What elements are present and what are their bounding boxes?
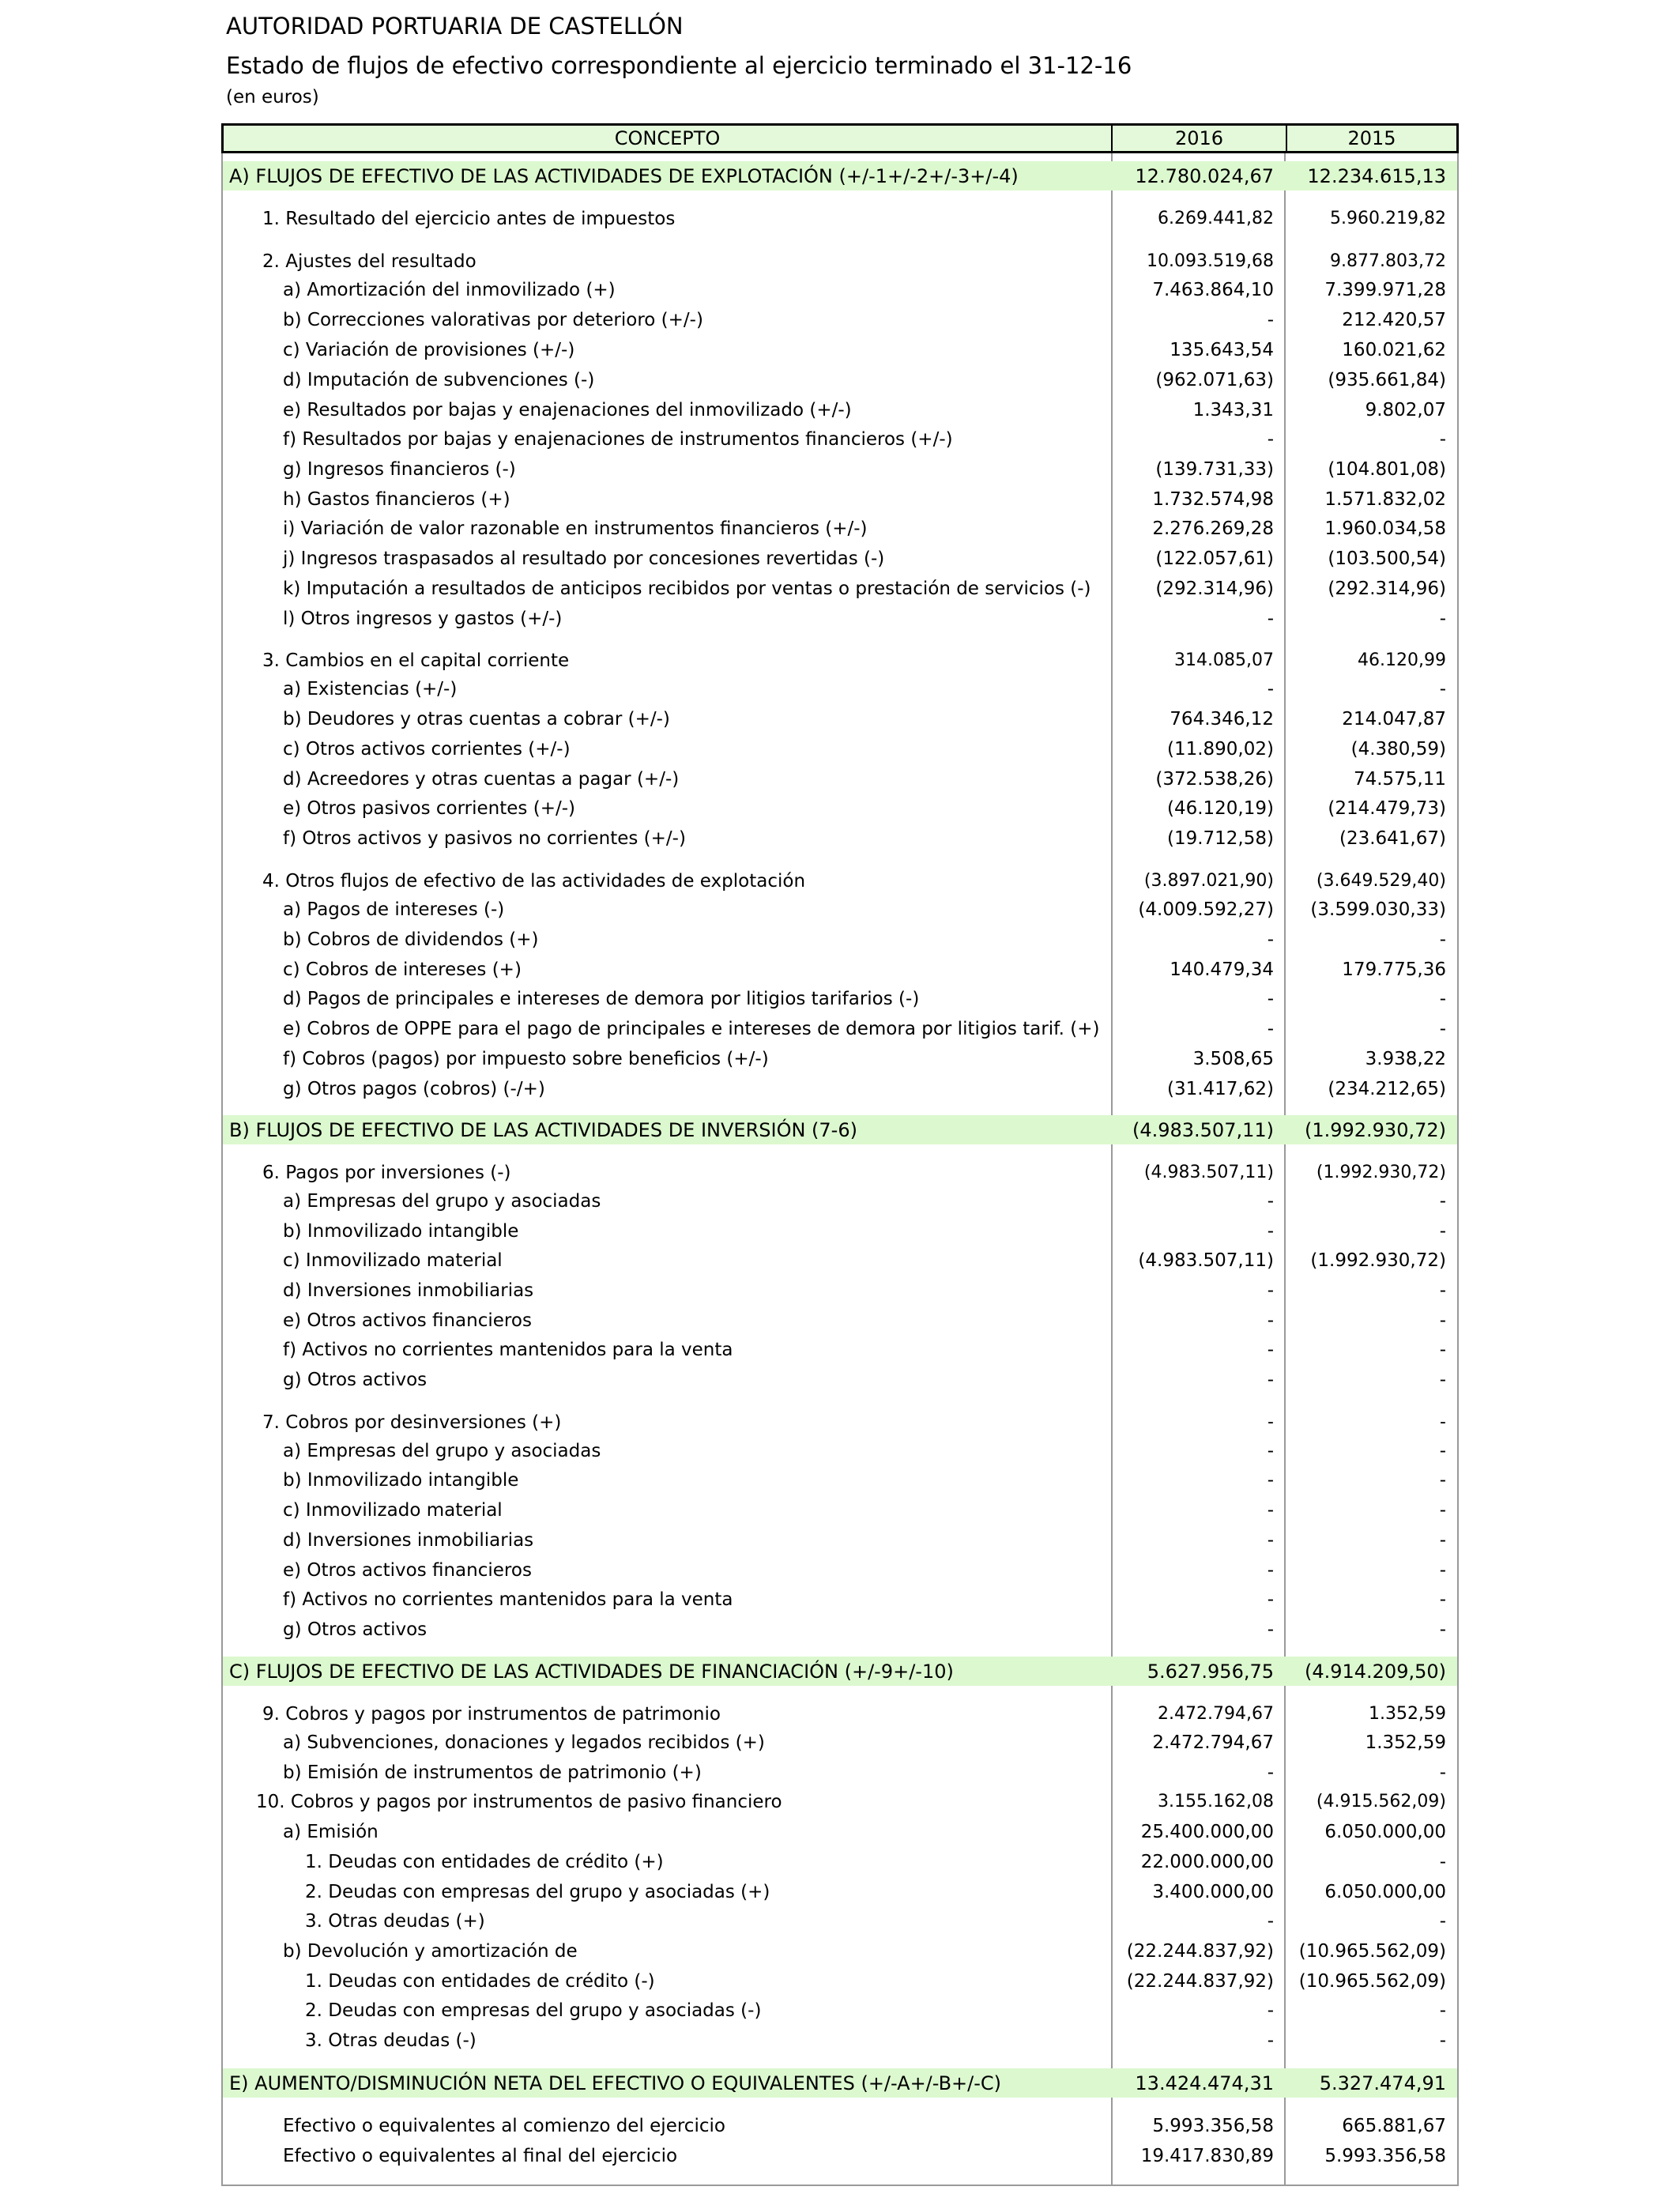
- value-2016: -: [1268, 1412, 1274, 1432]
- value-2016: -: [1267, 1220, 1274, 1242]
- value-2016: 12.780.024,67: [1135, 164, 1274, 187]
- row-label: a) Amortización del inmovilizado (+): [283, 279, 616, 300]
- row-label: b) Cobros de dividendos (+): [283, 929, 539, 950]
- value-2016: -: [1267, 2030, 1274, 2051]
- table-row: [223, 1847, 1457, 1876]
- row-label: a) Empresas del grupo y asociadas: [283, 1440, 601, 1461]
- row-label: g) Otros pagos (cobros) (-/+): [283, 1078, 545, 1099]
- value-2015: (23.641,67): [1339, 827, 1446, 849]
- value-2016: -: [1267, 1280, 1274, 1301]
- table-row: [223, 866, 1457, 895]
- value-2016: -: [1267, 1499, 1274, 1521]
- value-2015: (3.599.030,33): [1310, 899, 1446, 920]
- table-row: [223, 1996, 1457, 2025]
- value-2015: -: [1440, 1412, 1446, 1432]
- row-label: j) Ingresos traspasados al resultado por concesiones revertidas (-): [283, 548, 885, 569]
- value-2015: -: [1439, 1910, 1446, 1932]
- row-label: d) Acreedores y otras cuentas a pagar (+/-): [283, 768, 680, 790]
- value-2016: (292.314,96): [1155, 578, 1274, 599]
- value-2016: 135.643,54: [1170, 339, 1274, 360]
- value-2015: 9.877.803,72: [1330, 251, 1446, 271]
- row-label: 2. Deudas con empresas del grupo y asociadas (+): [305, 1881, 770, 1902]
- table-row: [223, 365, 1457, 394]
- value-2015: 74.575,11: [1353, 768, 1446, 790]
- value-2016: -: [1267, 309, 1274, 330]
- value-2015: 46.120,99: [1358, 650, 1446, 670]
- value-2015: (1.992.930,72): [1304, 1118, 1446, 1141]
- row-label: B) FLUJOS DE EFECTIVO DE LAS ACTIVIDADES DE INVERSIÓN (7-6): [229, 1118, 857, 1141]
- table-row: [223, 514, 1457, 543]
- row-label: f) Cobros (pagos) por impuesto sobre beneficios (+/-): [283, 1048, 769, 1069]
- table-row: [223, 1436, 1457, 1465]
- value-2015: (214.479,73): [1328, 797, 1446, 819]
- value-2016: -: [1267, 608, 1274, 629]
- row-label: b) Inmovilizado intangible: [283, 1220, 519, 1242]
- value-2016: 22.000.000,00: [1140, 1851, 1274, 1872]
- table-row: [223, 1044, 1457, 1073]
- table-row: [223, 247, 1457, 276]
- value-2016: (3.897.021,90): [1143, 871, 1274, 891]
- value-2015: (4.915.562,09): [1316, 1792, 1446, 1811]
- table-row: [223, 1699, 1457, 1728]
- value-2015: 1.960.034,58: [1324, 518, 1446, 539]
- table-row: [223, 1365, 1457, 1394]
- row-label: c) Otros activos corrientes (+/-): [283, 738, 571, 760]
- value-2016: 3.508,65: [1192, 1048, 1274, 1069]
- value-2015: (10.965.562,09): [1298, 1940, 1446, 1962]
- value-2015: -: [1439, 1440, 1446, 1461]
- value-2015: (1.992.930,72): [1316, 1163, 1446, 1182]
- value-2015: 5.960.219,82: [1330, 209, 1446, 228]
- value-2015: (4.914.209,50): [1304, 1660, 1446, 1683]
- value-2016: 2.276.269,28: [1152, 518, 1274, 539]
- value-2016: -: [1267, 1469, 1274, 1491]
- table-row: [223, 544, 1457, 573]
- row-label: c) Cobros de intereses (+): [283, 959, 522, 980]
- value-2016: -: [1267, 1440, 1274, 1461]
- table-row: [223, 704, 1457, 733]
- value-2015: -: [1439, 1220, 1446, 1242]
- value-2016: -: [1267, 1310, 1274, 1331]
- table-row: [223, 204, 1457, 233]
- table-row: [223, 1966, 1457, 1996]
- table-row: [223, 1615, 1457, 1644]
- value-2015: (103.500,54): [1328, 548, 1446, 569]
- value-2016: 2.472.794,67: [1158, 1704, 1274, 1724]
- value-2016: -: [1267, 1369, 1274, 1390]
- value-2015: 5.327.474,91: [1319, 2071, 1446, 2094]
- row-label: e) Otros activos financieros: [283, 1310, 532, 1331]
- row-label: 1. Deudas con entidades de crédito (-): [305, 1970, 655, 1992]
- value-2015: 212.420,57: [1342, 309, 1446, 330]
- table-row: [223, 574, 1457, 603]
- value-2016: (4.983.507,11): [1143, 1163, 1274, 1182]
- row-label: i) Variación de valor razonable en instrumentos financieros (+/-): [283, 518, 868, 539]
- table-row: [223, 1158, 1457, 1187]
- row-label: d) Inversiones inmobiliarias: [283, 1280, 534, 1301]
- row-label: 10. Cobros y pagos por instrumentos de pasivo financiero: [256, 1791, 782, 1812]
- row-label: 9. Cobros y pagos por instrumentos de patrimonio: [262, 1703, 721, 1725]
- row-label: a) Emisión: [283, 1821, 379, 1842]
- row-label: A) FLUJOS DE EFECTIVO DE LAS ACTIVIDADES DE EXPLOTACIÓN (+/-1+/-2+/-3+/-4): [229, 164, 1019, 187]
- table-row: [223, 484, 1457, 514]
- row-label: b) Deudores y otras cuentas a cobrar (+/-): [283, 708, 670, 729]
- value-2015: (935.661,84): [1328, 369, 1446, 390]
- row-label: a) Pagos de intereses (-): [283, 899, 505, 920]
- value-2015: -: [1439, 1499, 1446, 1521]
- value-2015: (4.380,59): [1350, 738, 1446, 760]
- value-2016: -: [1267, 1910, 1274, 1932]
- table-row: [223, 335, 1457, 364]
- row-label: 3. Otras deudas (+): [305, 1910, 485, 1932]
- row-label: e) Cobros de OPPE para el pago de principales e intereses de demora por litigios tarif. (+): [283, 1018, 1100, 1039]
- table-row: [223, 1495, 1457, 1525]
- value-2016: 140.479,34: [1170, 959, 1274, 980]
- row-label: 1. Deudas con entidades de crédito (+): [305, 1851, 664, 1872]
- value-2015: 9.802,07: [1365, 399, 1446, 420]
- value-2015: 1.352,59: [1369, 1704, 1446, 1724]
- value-2015: -: [1439, 1339, 1446, 1360]
- row-label: 2. Ajustes del resultado: [262, 251, 477, 272]
- page-title: Estado de flujos de efectivo correspondiente al ejercicio terminado el 31-12-16: [226, 52, 1132, 79]
- value-2016: (962.071,63): [1155, 369, 1274, 390]
- value-2016: -: [1267, 428, 1274, 450]
- value-2016: (19.712,58): [1166, 827, 1274, 849]
- value-2015: -: [1439, 1369, 1446, 1390]
- header-year-2016: 2016: [1113, 126, 1287, 151]
- row-label: a) Existencias (+/-): [283, 678, 458, 699]
- value-2016: -: [1267, 1559, 1274, 1581]
- row-label: 3. Otras deudas (-): [305, 2030, 477, 2051]
- value-2015: (1.992.930,72): [1310, 1250, 1446, 1271]
- value-2015: 665.881,67: [1342, 2115, 1446, 2136]
- value-2015: (3.649.529,40): [1316, 871, 1446, 891]
- value-2015: 3.938,22: [1365, 1048, 1446, 1069]
- value-2016: 25.400.000,00: [1140, 1821, 1274, 1842]
- table-row: [223, 275, 1457, 304]
- value-2015: 6.050.000,00: [1324, 1821, 1446, 1842]
- value-2016: 2.472.794,67: [1152, 1732, 1274, 1753]
- table-row: [223, 1306, 1457, 1335]
- value-2016: 3.155.162,08: [1158, 1792, 1274, 1811]
- row-label: f) Activos no corrientes mantenidos para la venta: [283, 1589, 733, 1610]
- value-2015: 7.399.971,28: [1324, 279, 1446, 300]
- value-2015: -: [1439, 2000, 1446, 2021]
- row-label: E) AUMENTO/DISMINUCIÓN NETA DEL EFECTIVO O EQUIVALENTES (+/-A+/-B+/-C): [229, 2071, 1002, 2094]
- value-2015: -: [1439, 1280, 1446, 1301]
- organization-name: AUTORIDAD PORTUARIA DE CASTELLÓN: [226, 13, 684, 40]
- value-2015: 1.571.832,02: [1324, 488, 1446, 510]
- table-row: [223, 1585, 1457, 1614]
- table-row: [223, 1465, 1457, 1495]
- value-2016: (31.417,62): [1166, 1078, 1274, 1099]
- value-2015: -: [1439, 608, 1446, 629]
- row-label: l) Otros ingresos y gastos (+/-): [283, 608, 563, 629]
- value-2016: -: [1267, 988, 1274, 1009]
- value-2016: -: [1267, 1339, 1274, 1360]
- table-row: [223, 1817, 1457, 1846]
- value-2016: 6.269.441,82: [1158, 209, 1274, 228]
- row-label: c) Inmovilizado material: [283, 1250, 503, 1271]
- value-2015: -: [1439, 1559, 1446, 1581]
- value-2016: -: [1267, 678, 1274, 699]
- value-2016: (22.244.837,92): [1126, 1970, 1274, 1992]
- value-2016: -: [1267, 1589, 1274, 1610]
- value-2016: 7.463.864,10: [1152, 279, 1274, 300]
- table-row: [223, 955, 1457, 984]
- value-2016: 3.400.000,00: [1152, 1881, 1274, 1902]
- row-label: e) Otros pasivos corrientes (+/-): [283, 797, 575, 819]
- row-label: 4. Otros flujos de efectivo de las actividades de explotación: [262, 870, 806, 892]
- value-2016: 1.732.574,98: [1152, 488, 1274, 510]
- table-row: [223, 1246, 1457, 1275]
- row-label: c) Inmovilizado material: [283, 1499, 503, 1521]
- value-2016: 5.993.356,58: [1152, 2115, 1274, 2136]
- value-2016: 19.417.830,89: [1140, 2145, 1274, 2166]
- value-2016: 314.085,07: [1174, 650, 1274, 670]
- value-2015: (234.212,65): [1328, 1078, 1446, 1099]
- value-2016: -: [1267, 1529, 1274, 1551]
- value-2016: (22.244.837,92): [1126, 1940, 1274, 1962]
- row-label: 3. Cambios en el capital corriente: [262, 650, 570, 671]
- row-label: g) Otros activos: [283, 1369, 428, 1390]
- value-2016: (11.890,02): [1166, 738, 1274, 760]
- row-label: b) Devolución y amortización de: [283, 1940, 578, 1962]
- table-row: [223, 984, 1457, 1013]
- table-row: [223, 305, 1457, 334]
- table-row: [223, 734, 1457, 763]
- value-2015: (104.801,08): [1328, 458, 1446, 480]
- row-label: b) Emisión de instrumentos de patrimonio (+): [283, 1762, 702, 1783]
- table-row: [223, 454, 1457, 484]
- table-row: [223, 1186, 1457, 1216]
- header-year-2015: 2015: [1347, 127, 1396, 149]
- table-row: [223, 1216, 1457, 1246]
- table-row: [223, 2111, 1457, 2140]
- header-concept: CONCEPTO: [224, 126, 1113, 151]
- value-2015: -: [1439, 1762, 1446, 1783]
- table-row: [223, 824, 1457, 853]
- value-2016: -: [1267, 1619, 1274, 1640]
- value-2015: -: [1439, 1469, 1446, 1491]
- table-row: [223, 1335, 1457, 1364]
- row-label: f) Activos no corrientes mantenidos para la venta: [283, 1339, 733, 1360]
- value-2016: -: [1267, 1190, 1274, 1212]
- row-label: a) Subvenciones, donaciones y legados recibidos (+): [283, 1732, 765, 1753]
- value-2016: 5.627.956,75: [1147, 1660, 1274, 1683]
- row-label: C) FLUJOS DE EFECTIVO DE LAS ACTIVIDADES DE FINANCIACIÓN (+/-9+/-10): [229, 1660, 954, 1683]
- table-row: [223, 395, 1457, 424]
- value-2015: -: [1439, 428, 1446, 450]
- value-2015: 214.047,87: [1342, 708, 1446, 729]
- table-row: [223, 794, 1457, 823]
- value-2015: (10.965.562,09): [1298, 1970, 1446, 1992]
- row-label: 2. Deudas con empresas del grupo y asociadas (-): [305, 2000, 762, 2021]
- row-label: k) Imputación a resultados de anticipos recibidos por ventas o prestación de servicios (-): [283, 578, 1091, 599]
- table-row: [223, 1014, 1457, 1043]
- row-label: Efectivo o equivalentes al final del ejercicio: [283, 2145, 678, 2166]
- row-label: e) Otros activos financieros: [283, 1559, 532, 1581]
- table-row: [223, 1728, 1457, 1757]
- value-2016: 1.343,31: [1192, 399, 1274, 420]
- table-row: [223, 2026, 1457, 2055]
- value-2015: 12.234.615,13: [1307, 164, 1446, 187]
- value-2015: -: [1439, 1190, 1446, 1212]
- table-row: [223, 424, 1457, 454]
- value-2015: 1.352,59: [1365, 1732, 1446, 1753]
- value-2016: -: [1267, 1762, 1274, 1783]
- row-label: b) Correcciones valorativas por deterioro (+/-): [283, 309, 703, 330]
- value-2015: -: [1439, 1018, 1446, 1039]
- row-label: Efectivo o equivalentes al comienzo del ejercicio: [283, 2115, 725, 2136]
- table-row: [223, 764, 1457, 794]
- value-2016: (139.731,33): [1155, 458, 1274, 480]
- section-row: [223, 161, 1457, 190]
- row-label: d) Imputación de subvenciones (-): [283, 369, 595, 390]
- value-2016: -: [1267, 1018, 1274, 1039]
- value-2015: -: [1439, 678, 1446, 699]
- table-row: [223, 1877, 1457, 1906]
- value-2015: -: [1439, 2030, 1446, 2051]
- row-label: b) Inmovilizado intangible: [283, 1469, 519, 1491]
- table-row: [223, 2141, 1457, 2170]
- table-row: [223, 674, 1457, 703]
- table-row: [223, 1787, 1457, 1816]
- table-border-bottom: [221, 2185, 1459, 2186]
- value-2016: (4.983.507,11): [1132, 1118, 1274, 1141]
- units-note: (en euros): [226, 87, 319, 107]
- value-2015: -: [1439, 1310, 1446, 1331]
- value-2015: -: [1439, 1619, 1446, 1640]
- row-label: f) Resultados por bajas y enajenaciones de instrumentos financieros (+/-): [283, 428, 953, 450]
- section-row: [223, 1657, 1457, 1686]
- value-2015: -: [1439, 1851, 1446, 1872]
- value-2016: 13.424.474,31: [1135, 2071, 1274, 2094]
- value-2016: 10.093.519,68: [1147, 251, 1274, 271]
- value-2016: (4.009.592,27): [1138, 899, 1274, 920]
- row-label: f) Otros activos y pasivos no corrientes (+/-): [283, 827, 686, 849]
- table-border-right: [1457, 123, 1459, 2186]
- value-2016: (372.538,26): [1155, 768, 1274, 790]
- value-2015: 6.050.000,00: [1324, 1881, 1446, 1902]
- row-label: a) Empresas del grupo y asociadas: [283, 1190, 601, 1212]
- value-2016: -: [1267, 929, 1274, 950]
- row-label: c) Variación de provisiones (+/-): [283, 339, 575, 360]
- value-2015: -: [1439, 1589, 1446, 1610]
- table-row: [223, 1555, 1457, 1585]
- row-label: 7. Cobros por desinversiones (+): [262, 1412, 562, 1433]
- row-label: g) Ingresos financieros (-): [283, 458, 516, 480]
- table-row: [223, 1525, 1457, 1555]
- value-2016: (46.120,19): [1166, 797, 1274, 819]
- value-2015: -: [1439, 929, 1446, 950]
- value-2015: -: [1439, 1529, 1446, 1551]
- value-2016: (4.983.507,11): [1138, 1250, 1274, 1271]
- row-label: d) Inversiones inmobiliarias: [283, 1529, 534, 1551]
- value-2015: 160.021,62: [1342, 339, 1446, 360]
- value-2015: -: [1439, 988, 1446, 1009]
- table-row: [223, 1758, 1457, 1787]
- value-2015: 5.993.356,58: [1324, 2145, 1446, 2166]
- row-label: 6. Pagos por inversiones (-): [262, 1162, 511, 1183]
- value-2016: (122.057,61): [1155, 548, 1274, 569]
- value-2015: 179.775,36: [1342, 959, 1446, 980]
- section-row: [223, 2068, 1457, 2098]
- section-row: [223, 1115, 1457, 1144]
- table-row: [223, 1074, 1457, 1103]
- row-label: 1. Resultado del ejercicio antes de impuestos: [262, 208, 676, 229]
- value-2016: 764.346,12: [1170, 708, 1274, 729]
- table-row: [223, 925, 1457, 954]
- table-row: [223, 1408, 1457, 1437]
- row-label: e) Resultados por bajas y enajenaciones del inmovilizado (+/-): [283, 399, 852, 420]
- table-header: [221, 123, 1459, 153]
- row-label: g) Otros activos: [283, 1619, 428, 1640]
- table-row: [223, 604, 1457, 633]
- value-2016: -: [1267, 2000, 1274, 2021]
- table-row: [223, 1276, 1457, 1305]
- table-row: [223, 1906, 1457, 1936]
- cash-flow-table: [221, 123, 1459, 2186]
- row-label: h) Gastos financieros (+): [283, 488, 510, 510]
- value-2015: (292.314,96): [1328, 578, 1446, 599]
- row-label: d) Pagos de principales e intereses de demora por litigios tarifarios (-): [283, 988, 920, 1009]
- table-row: [223, 646, 1457, 675]
- table-row: [223, 1936, 1457, 1966]
- table-row: [223, 895, 1457, 924]
